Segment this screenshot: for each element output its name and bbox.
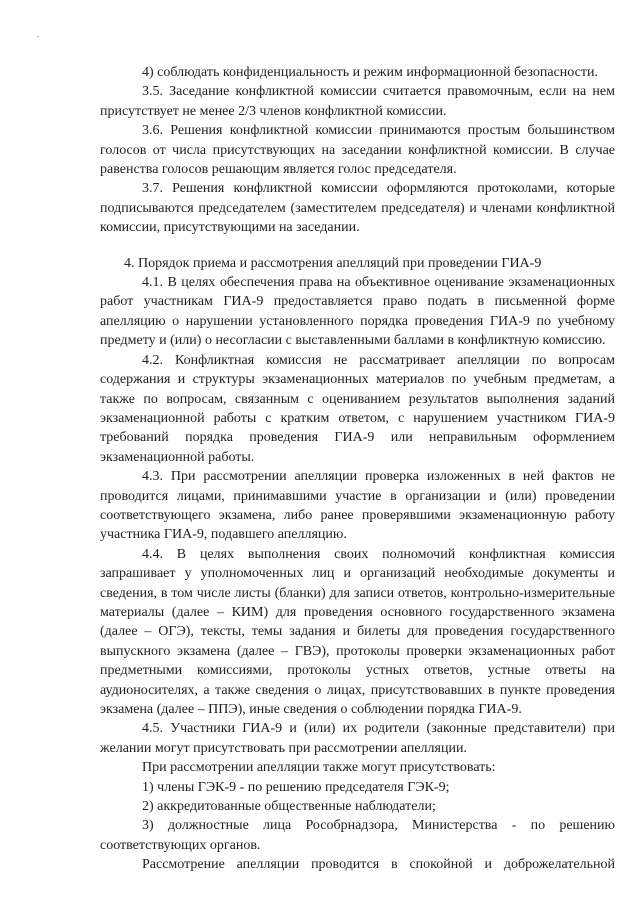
scan-speck: [37, 36, 39, 37]
paragraph: 4.1. В целях обеспечения права на объективное оценивание экзаменационных работ участникам ГИА-9 предоставляется право подать в письменной форме апелляцию о нарушении установленного порядка проведения ГИА-9 по учебному предмету и (или) о несогласии с выставленными баллами в конфликтную комиссию.: [100, 275, 615, 349]
list-item: 1) члены ГЭК-9 - по решению председателя ГЭК-9;: [142, 779, 450, 795]
section-heading: 4. Порядок приема и рассмотрения апелляций при проведении ГИА-9: [124, 255, 542, 271]
paragraph: При рассмотрении апелляции также могут присутствовать:: [142, 760, 496, 776]
paragraph: 3.7. Решения конфликтной комиссии оформляются протоколами, которые подписываются председателем (заместителем председателя) и членами конфликтной комиссии, присутствующими на заседании.: [100, 181, 615, 236]
paragraph: 4.2. Конфликтная комиссия не рассматривает апелляции по вопросам содержания и структуры экзаменационных материалов по учебным предметам, а также по вопросам, связанным с оцениванием результатов выполнения заданий экзаменационной работы с кратким ответом, с нарушением участником ГИА-9 требований порядка проведения ГИА-9 или неправильным оформлением экзаменационной работы.: [100, 352, 615, 465]
list-item: 2) аккредитованные общественные наблюдатели;: [142, 799, 436, 815]
paragraph: 4) соблюдать конфиденциальность и режим информационной безопасности.: [142, 65, 598, 80]
paragraph: 3.5. Заседание конфликтной комиссии считается правомочным, если на нем присутствует не менее 2/3 членов конфликтной комиссии.: [100, 84, 615, 119]
paragraph: 4.3. При рассмотрении апелляции проверка изложенных в ней фактов не проводится лицами, принимавшими участие в организации и (или) проведении соответствующего экзамена, либо ранее проверявшими экзаменационную работу участника ГИА-9, подавшего апелляцию.: [100, 469, 615, 543]
paragraph: 3.6. Решения конфликтной комиссии принимаются простым большинством голосов от числа присутствующих на заседании конфликтной комиссии. В случае равенства голосов решающим является голос председателя.: [100, 123, 615, 178]
paragraph: 4.5. Участники ГИА-9 и (или) их родители (законные представители) при желании могут присутствовать при рассмотрении апелляции.: [100, 721, 615, 756]
paragraph: Рассмотрение апелляции проводится в спокойной и доброжелательной: [142, 857, 615, 873]
list-item: 3) должностные лица Рособрнадзора, Министерства - по решению соответствующих органов.: [100, 818, 615, 853]
document-body: [100, 63, 615, 875]
paragraph: 4.4. В целях выполнения своих полномочий конфликтная комиссия запрашивает у уполномоченных лиц и организаций необходимые документы и сведения, в том числе листы (бланки) для записи ответов, контрольно-измерительные материалы (далее – КИМ) для проведения основного государственного экзамена (далее – ОГЭ), тексты, темы задания и билеты для проведения государственного выпускного экзамена (далее – ГВЭ), протоколы проверки экзаменационных работ предметными комиссиями, протоколы устных ответов, устные ответы на аудионосителях, а также сведения о лицах, присутствовавших в пункте проведения экзамена (далее – ППЭ), иные сведения о соблюдении порядка ГИА-9.: [100, 546, 615, 717]
